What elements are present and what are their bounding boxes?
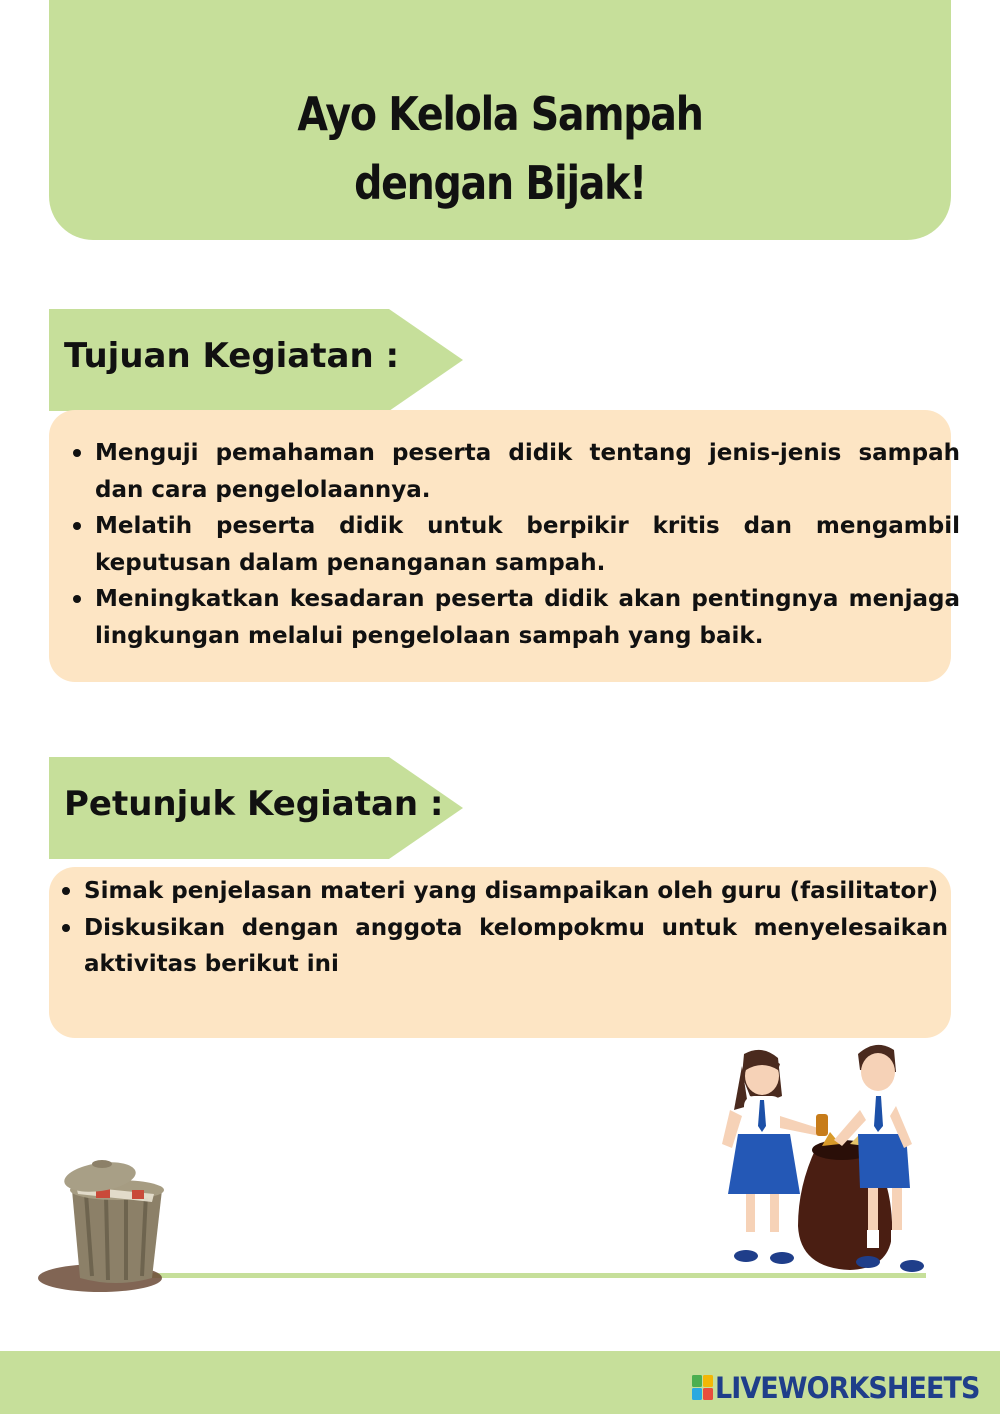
- list-item: Simak penjelasan materi yang disampaikan oleh guru (fasilitator): [84, 873, 948, 910]
- list-item: Melatih peserta didik untuk berpikir kritis dan mengambil keputusan dalam penanganan sampah.: [95, 508, 960, 581]
- section-heading: Tujuan Kegiatan :: [64, 336, 400, 376]
- page-title: Ayo Kelola Sampah dengan Bijak!: [297, 87, 703, 210]
- section-heading: Petunjuk Kegiatan :: [64, 784, 444, 824]
- trash-can-icon: [36, 1150, 176, 1295]
- objectives-card: [49, 410, 960, 682]
- instructions-card: [49, 867, 951, 1038]
- list-item: Diskusikan dengan anggota kelompokmu untuk menyelesaikan aktivitas berikut ini: [84, 910, 948, 983]
- liveworksheets-logo-icon: [692, 1375, 714, 1401]
- section-tag-petunjuk: [49, 757, 463, 859]
- section-tag-tujuan: [49, 309, 463, 411]
- students-illustration: [700, 1036, 930, 1281]
- list-item: Menguji pemahaman peserta didik tentang jenis-jenis sampah dan cara pengelolaannya.: [95, 435, 960, 508]
- objectives-list: [95, 435, 960, 654]
- brand-name: LIVEWORKSHEETS: [715, 1371, 980, 1405]
- instructions-list: [84, 873, 948, 983]
- list-item: Meningkatkan kesadaran peserta didik akan pentingnya menjaga lingkungan melalui pengelolaan sampah yang baik.: [95, 581, 960, 654]
